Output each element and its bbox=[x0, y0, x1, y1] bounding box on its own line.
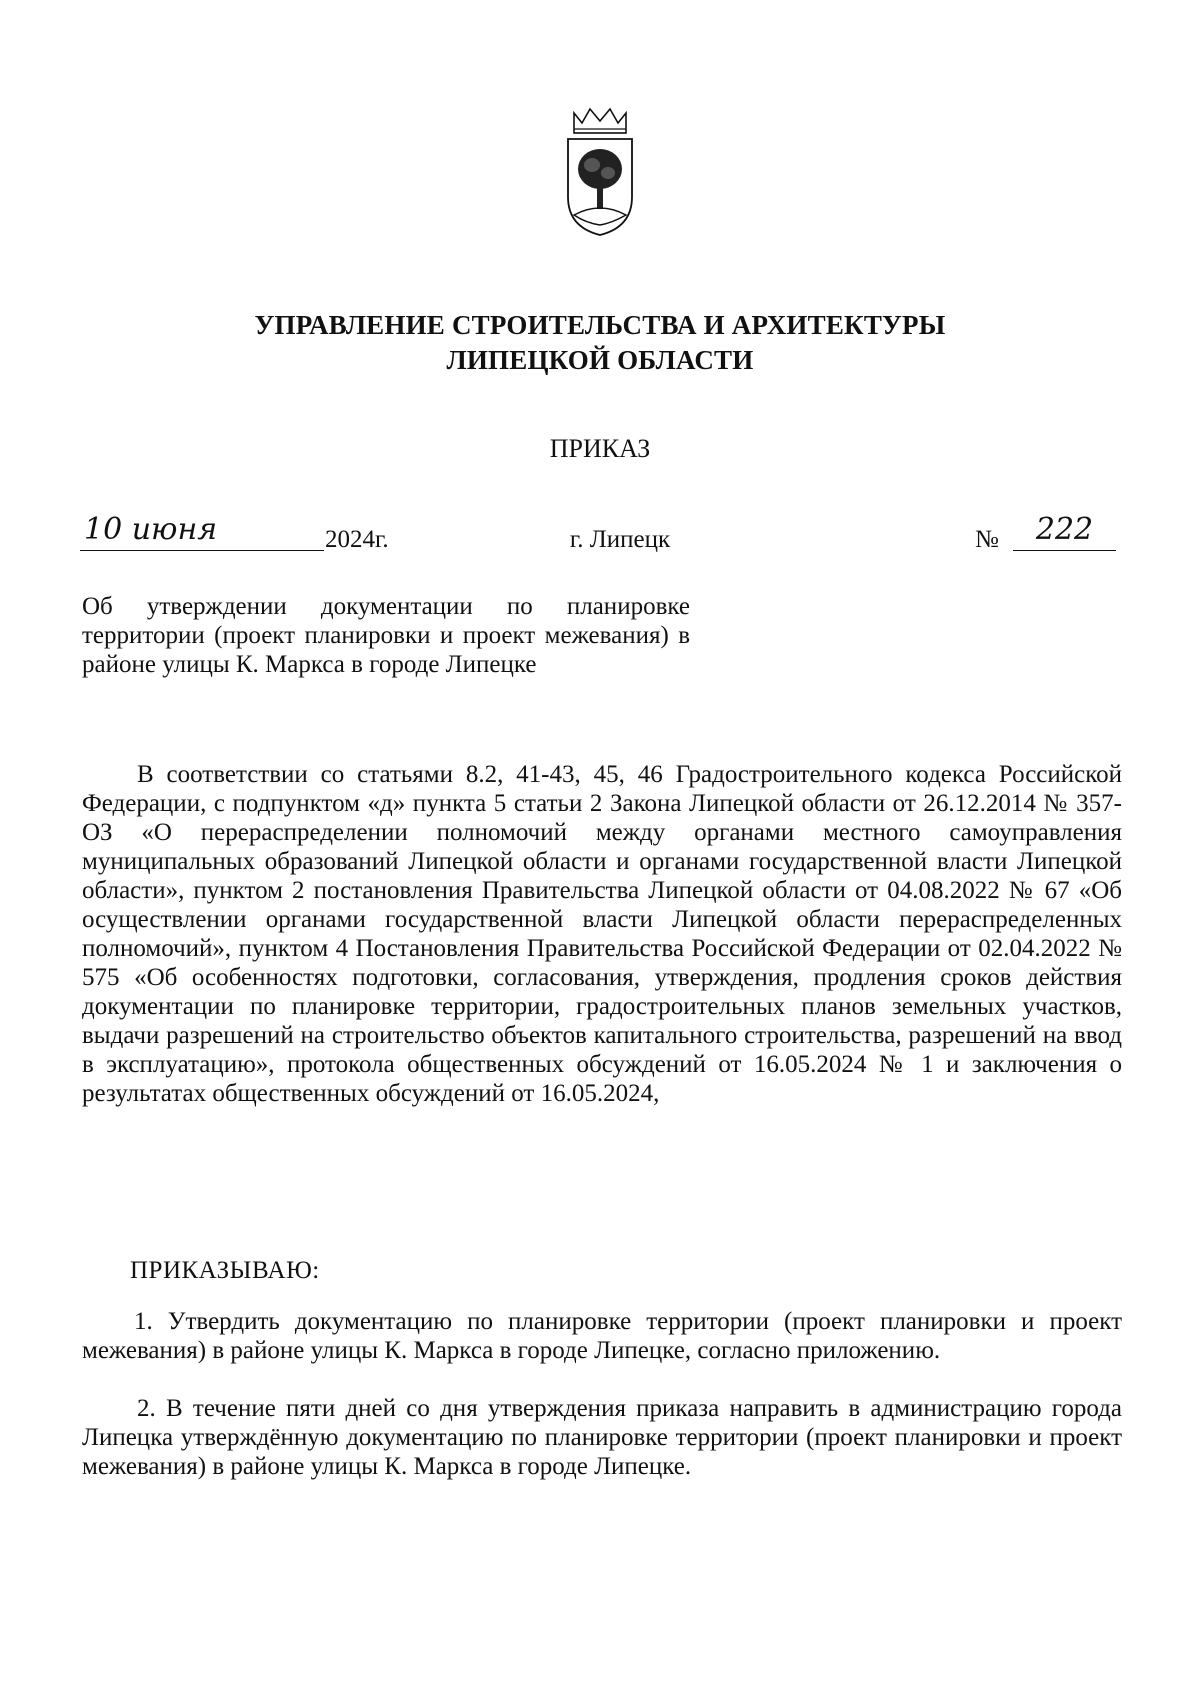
number-sign: № bbox=[975, 526, 999, 553]
preamble-paragraph: В соответствии со статьями 8.2, 41-43, 45, 46 Градостроительного кодекса Российской Федерации, с подпунктом «д» пункта 5 статьи 2 Закона Липецкой области от 26.12.2014 № 357-ОЗ «О перераспределении полномочий между органами местного самоуправления муниципальных образований Липецкой области и органами государственной власти Липецкой области», пунктом 2 постановления Правительства Липецкой области от 04.08.2022 № 67 «Об осуществлении органами государственной власти Липецкой области перераспределенных полномочий», пунктом 4 Постановления Правительства Российской Федерации от 02.04.2022 № 575 «Об особенностях подготовки, согласования, утверждения, продления сроков действия документации по планировке территории, градостроительных планов земельных участков, выдачи разрешений на строительство объектов капитального строительства, разрешений на ввод в эксплуатацию», протокола общественных обсуждений от 16.05.2024 № 1 и заключения о результатах общественных обсуждений от 16.05.2024, bbox=[82, 761, 1122, 1107]
city-label: г. Липецк bbox=[569, 526, 671, 553]
organization-name bbox=[120, 308, 1080, 378]
organization-name-line1: УПРАВЛЕНИЕ СТРОИТЕЛЬСТВА И АРХИТЕКТУРЫ bbox=[254, 310, 946, 340]
year-label: 2024г. bbox=[325, 526, 389, 553]
order-item-1: 1. Утвердить документацию по планировке территории (проект планировки и проект межевания) в районе улицы К. Маркса в городе Липецке, согласно приложению. bbox=[82, 1308, 1122, 1364]
document-type: ПРИКАЗ bbox=[549, 434, 651, 463]
coat-of-arms-emblem bbox=[562, 105, 638, 240]
organization-name-line2: ЛИПЕЦКОЙ ОБЛАСТИ bbox=[446, 345, 754, 375]
handwritten-date: 10 июня bbox=[80, 512, 324, 551]
order-item-2: 2. В течение пяти дней со дня утверждения приказа направить в администрацию города Липецка утверждённую документацию по планировке территории (проект планировки и проект межевания) в районе улицы К. Маркса в городе Липецке. bbox=[82, 1395, 1122, 1480]
order-word: ПРИКАЗЫВАЮ: bbox=[130, 1257, 320, 1284]
document-subject: Об утверждении документации по планировке территории (проект планировки и проект межевания) в районе улицы К. Маркса в городе Липецке bbox=[82, 593, 690, 678]
handwritten-number: 222 bbox=[1013, 512, 1116, 551]
date-line bbox=[80, 512, 1120, 570]
